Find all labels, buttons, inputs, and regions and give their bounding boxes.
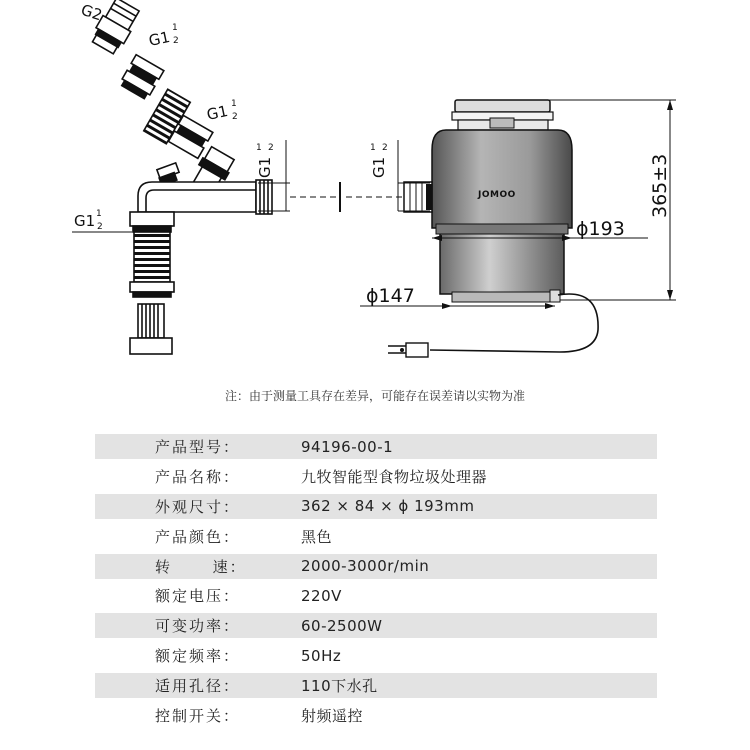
spec-value: 60-2500W <box>301 616 383 635</box>
spec-label: 额定电压： <box>155 587 241 606</box>
svg-text:1: 1 <box>231 99 237 109</box>
spec-value: 110下水孔 <box>301 677 378 696</box>
spec-value: 94196-00-1 <box>301 437 394 456</box>
spec-row <box>95 524 657 549</box>
spec-row <box>95 554 657 579</box>
spec-label: 产品名称： <box>155 467 241 486</box>
drain-pipe-assembly <box>89 0 272 354</box>
spec-label: 转 速： <box>155 557 247 576</box>
svg-text:G1: G1 <box>147 27 172 50</box>
measurement-note: 注：由于测量工具存在差异，可能存在误差请以实物为准 <box>224 389 525 403</box>
svg-text:G1: G1 <box>370 156 388 178</box>
spec-row <box>95 703 657 728</box>
thread-label-left <box>72 209 132 232</box>
spec-row <box>95 464 657 489</box>
svg-text:2: 2 <box>173 36 179 46</box>
svg-text:2: 2 <box>382 143 388 153</box>
spec-table <box>95 434 657 733</box>
spec-value: 2000-3000r/min <box>301 557 430 576</box>
disposer-unit <box>388 100 598 357</box>
svg-text:ϕ147: ϕ147 <box>366 285 415 307</box>
svg-text:2: 2 <box>268 143 274 153</box>
spec-value: 362 × 84 × ϕ 193mm <box>301 497 475 516</box>
svg-text:1: 1 <box>370 143 376 153</box>
spec-row <box>95 613 657 638</box>
spec-row <box>95 583 657 608</box>
spec-label: 产品颜色： <box>155 527 241 546</box>
thread-label-middle <box>205 99 238 124</box>
svg-text:G1: G1 <box>205 101 230 124</box>
spec-label: 适用孔径： <box>155 677 241 696</box>
spec-label: 产品型号： <box>155 438 241 457</box>
spec-label: 可变功率： <box>155 617 241 636</box>
svg-text:2: 2 <box>97 222 103 232</box>
spec-value: 黑色 <box>301 527 333 546</box>
svg-text:2: 2 <box>232 112 238 122</box>
svg-text:1: 1 <box>172 23 178 33</box>
thread-label-upper <box>147 23 179 50</box>
svg-text:ϕ193: ϕ193 <box>576 218 625 240</box>
spec-value: 九牧智能型食物垃圾处理器 <box>301 467 488 486</box>
svg-text:1: 1 <box>96 209 102 219</box>
spec-row <box>95 643 657 668</box>
spec-label: 外观尺寸： <box>155 497 241 516</box>
svg-text:1: 1 <box>256 143 262 153</box>
spec-row <box>95 494 657 519</box>
svg-text:G1: G1 <box>256 156 274 178</box>
brand-logo: JOMOO <box>478 190 516 200</box>
svg-text:G2: G2 <box>78 0 105 25</box>
spec-label: 额定频率： <box>155 647 241 666</box>
spec-value: 50Hz <box>301 646 342 665</box>
spec-row <box>95 673 657 698</box>
svg-text:G1: G1 <box>74 212 96 230</box>
spec-value: 射频遥控 <box>301 706 364 725</box>
svg-text:365±3: 365±3 <box>649 153 671 218</box>
spec-label: 控制开关： <box>155 706 241 725</box>
spec-value: 220V <box>301 586 342 605</box>
spec-row <box>95 434 657 459</box>
